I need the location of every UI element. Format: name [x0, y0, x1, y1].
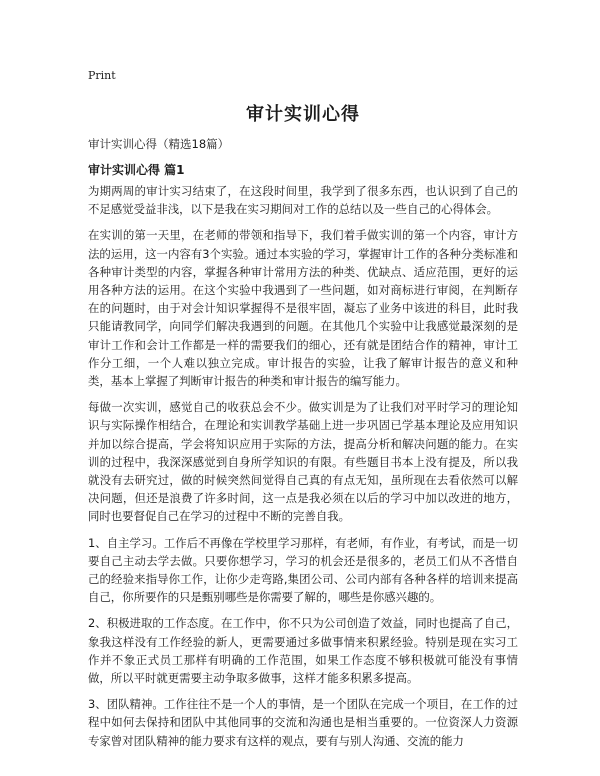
article-body [88, 182, 518, 758]
paragraph-harvest: 每做一次实训，感觉自己的收获总会不少。做实训是为了让我们对平时学习的理论知识与实际操作相结合，在理论和实训教学基础上进一步巩固已学基本理论及应用知识并加以综合提高，学会将知识应用于实际的方法，提高分析和解决问题的能力。在实训的过程中，我深深感觉到自身所学知识的有限。有些题目书本上没有提及，所以我就没有去研究过，做的时候突然间觉得自己真的有点无知，虽所现在去看依然可以解决问题，但还是浪费了许多时间，这一点是我必须在以后的学习中加以改进的地方，同时也要督促自己在学习的过程中不断的完善自我。 [88, 400, 518, 524]
paragraph-self-learning: 1、自主学习。工作后不再像在学校里学习那样，有老师，有作业，有考试，而是一切要自己主动去学去做。只要你想学习，学习的机会还是很多的，老员工们从不吝惜自己的经验来指导你工作，让你少走弯路,集团公司、公司内部有各种各样的培训来提高自己，你所要作的只是甄别哪些是你需要了解的，哪些是你感兴趣的。 [88, 535, 518, 605]
document-subtitle: 审计实训心得（精选18篇） [88, 137, 230, 151]
section-heading: 审计实训心得 篇1 [88, 163, 185, 177]
print-link[interactable]: Print [88, 69, 116, 82]
page-title: 审计实训心得 [246, 104, 360, 125]
paragraph-attitude: 2、积极进取的工作态度。在工作中，你不只为公司创造了效益，同时也提高了自己，象我这样没有工作经验的新人，更需要通过多做事情来积累经验。特别是现在实习工作并不象正式员工那样有明确的工作范围，如果工作态度不够积极就可能没有事情做，所以平时就更需要主动争取多做事，这样才能多积累多提高。 [88, 616, 518, 686]
paragraph-first-day: 在实训的第一天里，在老师的带领和指导下，我们着手做实训的第一个内容，审计方法的运用，这一内容有3个实验。通过本实验的学习，掌握审计工作的各种分类标准和各种审计类型的内容，掌握各种审计常用方法的种类、优缺点、适应范围，更好的运用各种方法的运用。在这个实验中我遇到了一些问题，如对商标进行审阅，在判断存在的问题时，由于对会计知识掌握得不是很牢固，凝忘了业务中该进的科目，此时我只能请教同学，向同学们解决我遇到的问题。在其他几个实验中让我感觉最深刻的是审计工作和会计工作都是一样的需要我们的细心，还有就是团结合作的精神，审计工作分工细，一个人难以独立完成。审计报告的实验，让我了解审计报告的意义和种类，基本上掌握了判断审计报告的种类和审计报告的编写能力。 [88, 228, 518, 389]
paragraph-intro: 为期两周的审计实习结束了，在这段时间里，我学到了很多东西，也认识到了自己的不足感觉受益非浅，以下是我在实习期间对工作的总结以及一些自己的心得体会。 [88, 184, 518, 217]
paragraph-team-spirit: 3、团队精神。工作往往不是一个人的事情，是一个团队在完成一个项目，在工作的过程中如何去保持和团队中其他同事的交流和沟通也是相当重要的。一位资深人力资源专家曾对团队精神的能力要求有这样的观点，要有与别人沟通、交流的能力 [88, 697, 518, 748]
